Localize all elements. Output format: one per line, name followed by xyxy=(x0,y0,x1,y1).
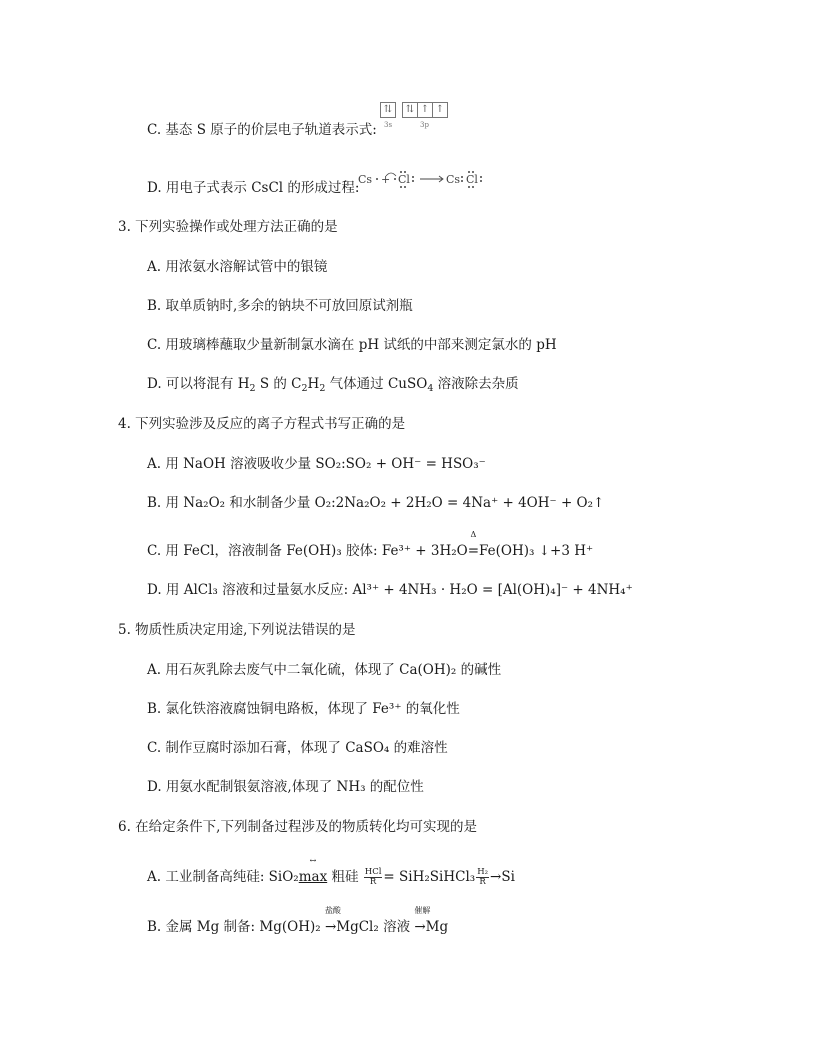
orbital-3s-label: 3s xyxy=(384,121,393,129)
option-2c xyxy=(147,120,377,140)
option-6b-part: MgCl₂ 溶液 xyxy=(336,919,415,935)
option-6b-part: B. 金属 Mg 制备: Mg(OH)₂ xyxy=(147,919,325,935)
orbital-3p-box-1: ⇅ xyxy=(402,102,418,118)
option-3a: A. 用浓氨水溶解试管中的银镜 xyxy=(147,259,328,275)
option-4a: A. 用 NaOH 溶液吸收少量 SO₂:SO₂ + OH⁻ = HSO₃⁻ xyxy=(147,456,486,472)
orbital-3p-box-3: ↑ xyxy=(432,102,448,118)
arrow-label: 盐酸 xyxy=(324,906,341,915)
orbital-3s-box: ⇅ xyxy=(380,102,396,118)
option-4c xyxy=(147,530,594,561)
heat-symbol: Δ xyxy=(470,530,477,539)
fraction-hcl xyxy=(364,868,383,887)
svg-text:+: + xyxy=(381,173,391,186)
option-5a: A. 用石灰乳除去废气中二氧化硫，体现了 Ca(OH)₂ 的碱性 xyxy=(147,662,502,678)
question-6-stem: 6. 在给定条件下,下列制备过程涉及的物质转化均可实现的是 xyxy=(118,819,477,835)
formula-cs-right: Cs xyxy=(446,173,461,186)
option-4c-part: C. 用 FeCl，溶液制备 Fe(OH)₃ 胶体: Fe³⁺ + 3H₂O xyxy=(147,543,468,559)
question-3-stem: 3. 下列实验操作或处理方法正确的是 xyxy=(118,219,338,235)
fraction-h2 xyxy=(476,868,489,887)
question-5-stem: 5. 物质性质决定用途,下列说法错误的是 xyxy=(118,622,356,638)
option-4b: B. 用 Na₂O₂ 和水制备少量 O₂:2Na₂O₂ + 2H₂O = 4Na⁺ + 4OH⁻ + O₂↑ xyxy=(147,495,605,511)
arrow-hcl: 盐酸 → xyxy=(324,906,341,935)
option-6a xyxy=(147,856,515,887)
formula-cl-right: Cl xyxy=(466,173,478,186)
option-6b xyxy=(147,906,449,937)
fraction-num: H₂ xyxy=(477,867,489,877)
option-6a-part: A. 工业制备高纯硅: SiO₂ xyxy=(147,869,299,885)
formula-cl-left: Cl xyxy=(398,173,410,186)
option-3c: C. 用玻璃棒蘸取少量新制氯水滴在 pH 试纸的中部来测定氯水的 pH xyxy=(147,337,557,353)
orbital-3p-label: 3p xyxy=(420,121,429,129)
option-text: D. 用电子式表示 CsCl 的形成过程: xyxy=(147,180,360,196)
option-3d-part: 溶液除去杂质 xyxy=(433,376,519,392)
option-2d xyxy=(147,178,359,198)
option-text: C. 基态 S 原子的价层电子轨道表示式: xyxy=(147,122,377,138)
option-5c: C. 制作豆腐时添加石膏，体现了 CaSO₄ 的难溶性 xyxy=(147,740,448,756)
equals-with-heat: Δ = xyxy=(467,530,480,559)
option-3d-part: D. 可以将混有 H xyxy=(147,376,250,392)
option-4d: D. 用 AlCl₃ 溶液和过量氨水反应: Al³⁺ + 4NH₃ · H₂O = [Al(OH)₄]⁻ + 4NH₄⁺ xyxy=(147,582,633,598)
option-6a-part: →Si xyxy=(490,869,515,885)
electron-formula-cscl xyxy=(358,168,488,192)
option-6a-part: 粗硅 xyxy=(327,869,359,885)
max-text: max xyxy=(298,869,328,885)
option-3d-part: S 的 C xyxy=(255,376,302,392)
fraction-num: HCl xyxy=(364,867,382,877)
formula-cs-left: Cs xyxy=(358,173,373,186)
option-3d: D. 可以将混有 $H_2$ S 的 $C_2H_2$ 气体通过 CuSO$_4$ 溶液除去杂质 xyxy=(147,376,519,394)
question-4-stem: 4. 下列实验涉及反应的离子方程式书写正确的是 xyxy=(118,416,406,432)
option-6a-part: = SiH₂SiHCl₃ xyxy=(383,869,476,885)
option-3d-part: 气体通过 CuSO xyxy=(325,376,428,392)
max-arrow: ↔ xyxy=(309,856,317,865)
option-5b: B. 氯化铁溶液腐蚀铜电路板，体现了 Fe³⁺ 的氧化性 xyxy=(147,701,460,717)
fraction-den: R xyxy=(479,877,486,887)
max-label xyxy=(298,856,328,887)
option-4c-part: Fe(OH)₃ ↓+3 H⁺ xyxy=(479,543,594,559)
arrow-label: 催解 xyxy=(414,906,431,915)
orbital-3p-box-2: ↑ xyxy=(417,102,433,118)
orbital-diagram xyxy=(380,102,452,132)
option-5d: D. 用氨水配制银氨溶液,体现了 NH₃ 的配位性 xyxy=(147,779,424,795)
fraction-den: R xyxy=(369,877,377,887)
arrow-electrolysis: 催解 → xyxy=(414,906,431,935)
option-6b-part: Mg xyxy=(425,919,449,935)
option-3b: B. 取单质钠时,多余的钠块不可放回原试剂瓶 xyxy=(147,298,413,314)
